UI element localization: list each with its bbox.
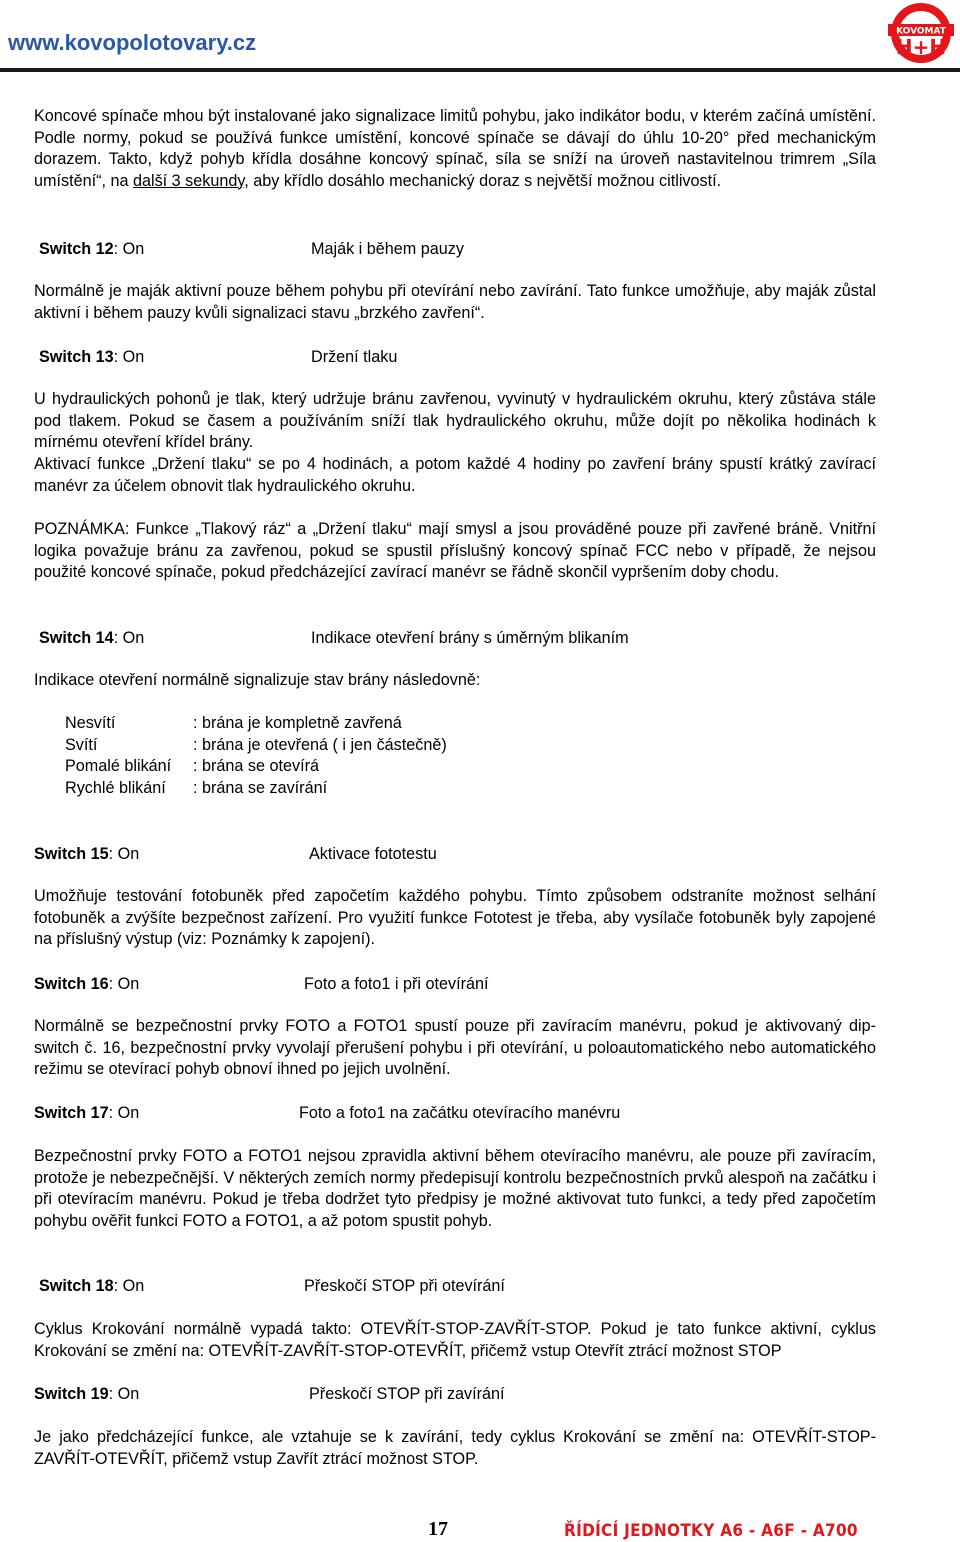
switch-14-intro: Indikace otevření normálně signalizuje stav brány následovně:: [34, 671, 481, 689]
switch-13-activation: Aktivací funkce „Držení tlaku“ se po 4 hodinách, a potom každé 4 hodiny po zavření brány spustí krátký zavírací manévr za účelem obnovit tlak hydraulického okruhu.: [34, 455, 876, 495]
switch-16-title: Foto a foto1 i při otevírání: [304, 975, 489, 993]
switch-15-title: Aktivace fototestu: [309, 845, 437, 863]
note-paragraph: POZNÁMKA: Funkce „Tlakový ráz“ a „Držení tlaku“ mají smysl a jsou prováděné pouze při zavřené bráně. Vnitřní logika považuje bránu za zavřenou, pokud se spustil příslušný koncový spínač FCC nebo v případě, že nejsou použité koncové spínače, pokud předcházející zavírací manévr se řádně skončil vypršením doby chodu.: [34, 520, 876, 581]
logo-brand-text: KOVOMAT: [896, 26, 946, 37]
page-number: 17: [428, 1518, 448, 1540]
site-url-link[interactable]: www.kovopolotovary.cz: [8, 30, 257, 55]
switch-16-description: Normálně se bezpečnostní prvky FOTO a FOTO1 spustí pouze při zavíracím manévru, pokud je aktivovaný dip-switch č. 16, bezpečnostní prvky vyvolají přerušení pohybu i při otevírání, u poloautomatického nebo automatického režimu se otevírací pohyb obnoví ihned po jejich uvolnění.: [34, 1017, 876, 1078]
switch-17-title: Foto a foto1 na začátku otevíracího manévru: [299, 1104, 621, 1122]
switch-14-title: Indikace otevření brány s úměrným blikaním: [311, 629, 629, 647]
switch-12-description: Normálně je maják aktivní pouze během pohybu při otevírání nebo zavírání. Tato funkce umožňuje, aby maják zůstal aktivní i během pauzy kvůli signalizaci stavu „brzkého zavření“.: [34, 282, 876, 322]
switch-19-description: Je jako předcházející funkce, ale vztahuje se k zavírání, tedy cyklus Krokování se změní na: OTEVŘÍT-STOP-ZAVŘÍT-OTEVŘÍT, přičemž vstup Zavřít ztrácí možnost STOP.: [34, 1428, 876, 1468]
intro-underlined: další 3 sekundy: [132, 171, 245, 190]
svg-text:H+H: H+H: [895, 35, 947, 59]
switch-15-description: Umožňuje testování fotobuněk před započetím každého pohybu. Tímto způsobem odstraníte možnost selhání fotobuněk a zvýšíte bezpečnost zařízení. Pro využití funkce Fototest je třeba, aby vysílače fotobuněk byly zapojené na příslušný výstup (viz: Poznámky k zapojení).: [34, 887, 876, 948]
switch-17-description: Bezpečnostní prvky FOTO a FOTO1 nejsou zpravidla aktivní během otevíracího manévru, ale pouze při zavíracím, protože je nebezpečnější. V některých zemích normy předepisují kontrolu bezpečnostních prvků alespoň na začátku i při otevíracím manévru. Pokud je třeba dodržet tyto předpisy je možné aktivovat tuto funkci, a tedy před započetím pohybu ověřit funkci FOTO a FOTO1, a až potom spustit pohyb.: [34, 1147, 876, 1230]
switch-13-title: Držení tlaku: [311, 348, 398, 366]
switch-18-description: Cyklus Krokování normálně vypadá takto: OTEVŘÍT-STOP-ZAVŘÍT-STOP. Pokud je tato funkce aktivní, cyklus Krokování se změní na: OTEVŘÍT-ZAVŘÍT-STOP-OTEVŘÍT, přičemž vstup Otevřít ztrácí možnost STOP: [34, 1320, 876, 1360]
switch-12-title: Maják i během pauzy: [311, 240, 464, 258]
switch-13-description: U hydraulických pohonů je tlak, který udržuje bránu zavřenou, vyvinutý v hydraulickém okruhu, který zůstáva stále pod tlakem. Pokud se časem a používáním sníží tlak hydraulického okruhu, může dojít po několika hodinách k mírnému otevření křídel brány.: [34, 390, 876, 451]
kovomat-logo: [884, 2, 958, 64]
intro-paragraph: Koncové spínače mhou být instalované jako signalizace limitů pohybu, jako indikátor bodu, v kterém začíná umístění. Podle normy, pokud se používá funkce umístění, koncové spínače se dávají do úhlu 10-20° před mechanickým dorazem. Takto, když pohyb křídla dosáhne koncový spínač, síla se sníží na úroveň nastavitelnou trimrem „Síla umístění“, na další 3 sekundy, aby křídlo dosáhlo mechanický doraz s největší možnou citlivostí.: [34, 107, 876, 190]
footer-title: ŘÍDÍCÍ JEDNOTKY A6 - A6F - A700: [564, 1521, 858, 1541]
header-divider: [0, 68, 960, 72]
switch-19-title: Přeskočí STOP při zavírání: [309, 1385, 505, 1403]
switch-18-title: Přeskočí STOP při otevírání: [304, 1277, 505, 1295]
